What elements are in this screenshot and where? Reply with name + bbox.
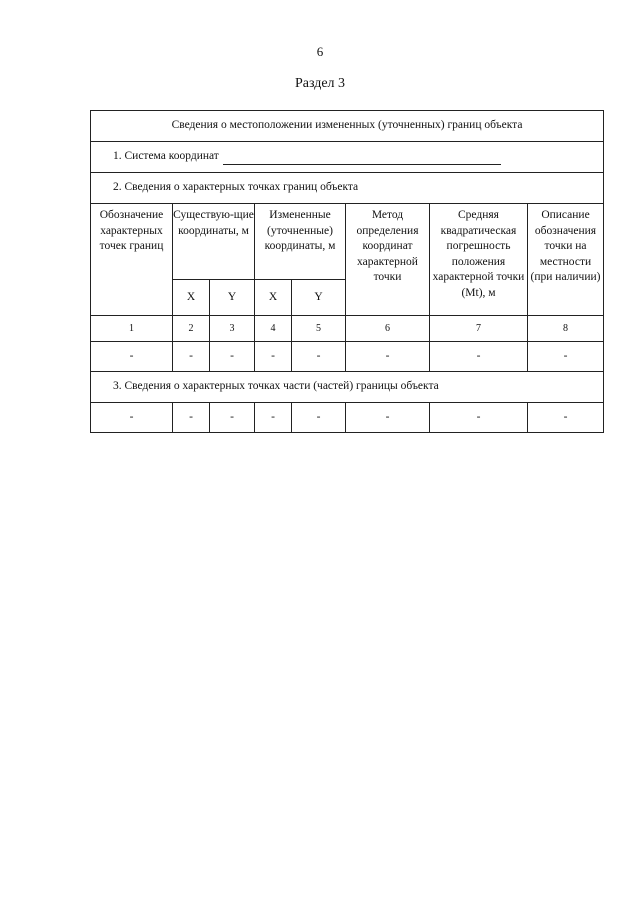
column-number: 2: [173, 316, 210, 342]
table-cell: -: [255, 403, 292, 433]
table-cell: -: [91, 403, 173, 433]
section-title: Раздел 3: [294, 76, 346, 91]
table-row: [91, 403, 604, 433]
table-cell: -: [210, 403, 255, 433]
column-number: 6: [346, 316, 430, 342]
table-cell: -: [528, 342, 604, 372]
boundary-points-table: [90, 110, 604, 433]
table-title: Сведения о местоположении измененных (уточненных) границ объекта: [91, 111, 604, 142]
column-number: 8: [528, 316, 604, 342]
column-numbers-row: [91, 316, 604, 342]
subheader-existing-x: X: [173, 280, 210, 316]
table-cell: -: [430, 403, 528, 433]
header-designation: Обозначение характерных точек границ: [91, 204, 173, 316]
table-cell: -: [292, 342, 346, 372]
header-changed-coords: Измененные (уточненные) координаты, м: [255, 204, 346, 280]
table-cell: -: [210, 342, 255, 372]
column-number: 3: [210, 316, 255, 342]
coord-system-row: [91, 142, 604, 173]
table-cell: -: [346, 342, 430, 372]
page-number: 6: [316, 44, 324, 59]
column-number: 4: [255, 316, 292, 342]
coord-system-label: 1. Система координат: [113, 150, 219, 163]
column-number: 1: [91, 316, 173, 342]
header-description: Описание обозначения точки на местности (при наличии): [528, 204, 604, 316]
table-cell: -: [173, 403, 210, 433]
points-section-label: 2. Сведения о характерных точках границ объекта: [91, 173, 604, 204]
table-cell: -: [173, 342, 210, 372]
subheader-changed-x: X: [255, 280, 292, 316]
column-number: 7: [430, 316, 528, 342]
subheader-changed-y: Y: [292, 280, 346, 316]
part-section-label: 3. Сведения о характерных точках части (частей) границы объекта: [91, 372, 604, 403]
header-existing-coords: Существую-щие координаты, м: [173, 204, 255, 280]
subheader-existing-y: Y: [210, 280, 255, 316]
table-cell: -: [292, 403, 346, 433]
column-number: 5: [292, 316, 346, 342]
table-cell: -: [91, 342, 173, 372]
header-error: Средняя квадратическая погрешность положения характерной точки (Mt), м: [430, 204, 528, 316]
table-cell: -: [346, 403, 430, 433]
table-row: [91, 342, 604, 372]
table-cell: -: [528, 403, 604, 433]
header-method: Метод определения координат характерной точки: [346, 204, 430, 316]
table-cell: -: [430, 342, 528, 372]
coord-system-value: [223, 153, 501, 165]
table-cell: -: [255, 342, 292, 372]
